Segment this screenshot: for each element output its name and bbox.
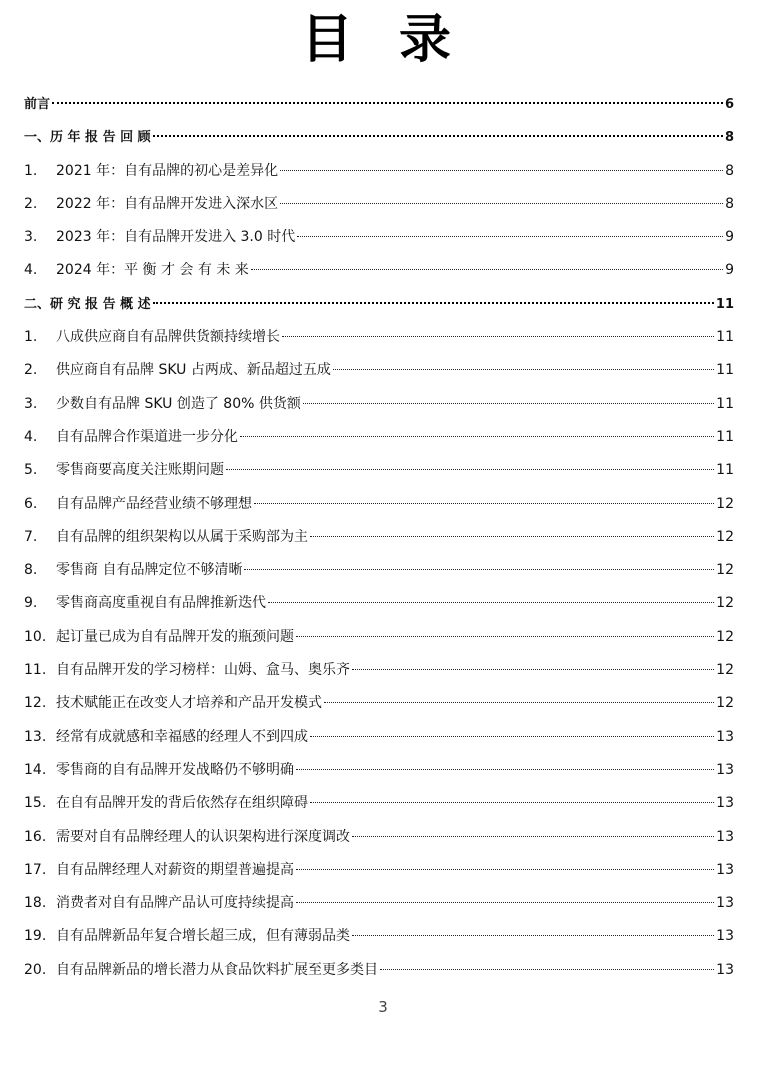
toc-entry-label: 在自有品牌开发的背后依然存在组织障碍 xyxy=(56,795,308,812)
toc-item-entry[interactable] xyxy=(24,354,734,387)
toc-entry-number: 4. xyxy=(24,428,38,445)
toc-entry-number: 12. xyxy=(24,695,47,712)
toc-entry-page: 8 xyxy=(725,195,734,212)
dot-leader xyxy=(380,969,714,970)
dot-leader xyxy=(52,102,723,104)
toc-entry-label: 自有品牌合作渠道进一步分化 xyxy=(56,428,238,445)
toc-entry-page: 13 xyxy=(716,795,734,812)
dot-leader xyxy=(324,702,714,703)
toc-entry-page: 11 xyxy=(716,329,734,346)
toc-section-entry[interactable] xyxy=(24,121,734,154)
toc-entry-number: 7. xyxy=(24,528,38,545)
toc-entry-number: 20. xyxy=(24,961,47,978)
toc-entry-label: 自有品牌的组织架构以从属于采购部为主 xyxy=(56,528,308,545)
toc-entry-number: 11. xyxy=(24,662,47,679)
dot-leader xyxy=(352,669,714,670)
toc-entry-label: 二、研 究 报 告 概 述 xyxy=(24,296,151,312)
page-number: 3 xyxy=(378,998,388,1016)
toc-entry-number: 10. xyxy=(24,628,47,645)
toc-item-entry[interactable] xyxy=(24,321,734,354)
toc-entry-number: 4. xyxy=(24,262,38,279)
toc-entry-label: 消费者对自有品牌产品认可度持续提高 xyxy=(56,895,294,912)
toc-entry-number: 6. xyxy=(24,495,38,512)
dot-leader xyxy=(251,269,723,270)
toc-item-entry[interactable] xyxy=(24,421,734,454)
toc-entry-page: 11 xyxy=(716,462,734,479)
toc-entry-label: 自有品牌经理人对薪资的期望普遍提高 xyxy=(56,861,294,878)
toc-item-entry[interactable] xyxy=(24,221,734,254)
toc-item-entry[interactable] xyxy=(24,687,734,720)
toc-entry-number: 2. xyxy=(24,195,38,212)
toc-entry-page: 12 xyxy=(716,595,734,612)
toc-entry-number: 1. xyxy=(24,329,38,346)
toc-entry-page: 13 xyxy=(716,895,734,912)
toc-entry-label: 自有品牌开发的学习榜样：山姆、盒马、奥乐齐 xyxy=(56,662,350,679)
toc-section-entry[interactable] xyxy=(24,288,734,321)
dot-leader xyxy=(310,536,714,537)
toc-entry-number: 14. xyxy=(24,761,47,778)
toc-entry-page: 13 xyxy=(716,761,734,778)
toc-entry-page: 13 xyxy=(716,861,734,878)
dot-leader xyxy=(333,369,714,370)
dot-leader xyxy=(226,469,714,470)
toc-item-entry[interactable] xyxy=(24,621,734,654)
toc-entry-page: 12 xyxy=(716,695,734,712)
toc-entry-label: 技术赋能正在改变人才培养和产品开发模式 xyxy=(56,695,322,712)
toc-entry-label: 2024 年：平 衡 才 会 有 未 来 xyxy=(56,262,249,279)
toc-entry-label: 自有品牌产品经营业绩不够理想 xyxy=(56,495,252,512)
toc-section-entry[interactable] xyxy=(24,88,734,121)
toc-entry-label: 起订量已成为自有品牌开发的瓶颈问题 xyxy=(56,628,294,645)
dot-leader xyxy=(297,236,723,237)
toc-item-entry[interactable] xyxy=(24,654,734,687)
toc-item-entry[interactable] xyxy=(24,887,734,920)
toc-entry-page: 9 xyxy=(725,229,734,246)
toc-entry-page: 6 xyxy=(724,97,734,112)
toc-entry-number: 3. xyxy=(24,395,38,412)
table-of-contents xyxy=(24,88,734,987)
dot-leader xyxy=(303,403,714,404)
dot-leader xyxy=(296,769,714,770)
toc-entry-label: 前言 xyxy=(24,97,51,112)
toc-entry-page: 13 xyxy=(716,961,734,978)
dot-leader xyxy=(254,503,714,504)
toc-entry-label: 零售商高度重视自有品牌推新迭代 xyxy=(56,595,266,612)
toc-entry-label: 少数自有品牌 SKU 创造了 80% 供货额 xyxy=(56,395,301,412)
toc-item-entry[interactable] xyxy=(24,821,734,854)
toc-entry-page: 12 xyxy=(716,562,734,579)
toc-entry-number: 16. xyxy=(24,828,47,845)
toc-entry-label: 经常有成就感和幸福感的经理人不到四成 xyxy=(56,728,308,745)
toc-entry-page: 13 xyxy=(716,928,734,945)
dot-leader xyxy=(240,436,714,437)
toc-entry-page: 11 xyxy=(716,428,734,445)
toc-entry-label: 自有品牌新品年复合增长超三成，但有薄弱品类 xyxy=(56,928,350,945)
dot-leader xyxy=(244,569,714,570)
page-title: 目 录 xyxy=(300,10,466,70)
toc-item-entry[interactable] xyxy=(24,188,734,221)
toc-item-entry[interactable] xyxy=(24,787,734,820)
toc-entry-label: 零售商要高度关注账期问题 xyxy=(56,462,224,479)
toc-entry-number: 9. xyxy=(24,595,38,612)
toc-entry-number: 17. xyxy=(24,861,47,878)
dot-leader xyxy=(352,935,714,936)
toc-entry-number: 5. xyxy=(24,462,38,479)
toc-item-entry[interactable] xyxy=(24,854,734,887)
toc-entry-label: 2023 年：自有品牌开发进入 3.0 时代 xyxy=(56,229,296,246)
toc-entry-page: 8 xyxy=(725,162,734,179)
dot-leader xyxy=(296,869,714,870)
toc-item-entry[interactable] xyxy=(24,920,734,953)
toc-item-entry[interactable] xyxy=(24,254,734,287)
toc-entry-page: 12 xyxy=(716,628,734,645)
toc-entry-label: 需要对自有品牌经理人的认识架构进行深度调改 xyxy=(56,828,350,845)
toc-entry-label: 2021 年：自有品牌的初心是差异化 xyxy=(56,162,279,179)
toc-entry-page: 13 xyxy=(716,728,734,745)
toc-entry-page: 11 xyxy=(716,362,734,379)
toc-item-entry[interactable] xyxy=(24,721,734,754)
toc-entry-label: 2022 年：自有品牌开发进入深水区 xyxy=(56,195,279,212)
dot-leader xyxy=(282,336,714,337)
toc-entry-number: 1. xyxy=(24,162,38,179)
dot-leader xyxy=(153,135,723,137)
toc-item-entry[interactable] xyxy=(24,587,734,620)
toc-entry-number: 18. xyxy=(24,895,47,912)
dot-leader xyxy=(280,170,723,171)
toc-item-entry[interactable] xyxy=(24,388,734,421)
dot-leader xyxy=(268,602,714,603)
dot-leader xyxy=(310,802,714,803)
dot-leader xyxy=(352,836,714,837)
toc-entry-page: 8 xyxy=(724,130,734,146)
toc-item-entry[interactable] xyxy=(24,454,734,487)
toc-entry-number: 15. xyxy=(24,795,47,812)
dot-leader xyxy=(280,203,723,204)
toc-entry-label: 供应商自有品牌 SKU 占两成、新品超过五成 xyxy=(56,362,331,379)
toc-item-entry[interactable] xyxy=(24,155,734,188)
toc-entry-page: 12 xyxy=(716,662,734,679)
toc-entry-page: 11 xyxy=(716,395,734,412)
toc-item-entry[interactable] xyxy=(24,554,734,587)
toc-entry-label: 八成供应商自有品牌供货额持续增长 xyxy=(56,329,280,346)
toc-entry-label: 零售商的自有品牌开发战略仍不够明确 xyxy=(56,761,294,778)
toc-item-entry[interactable] xyxy=(24,488,734,521)
toc-entry-number: 13. xyxy=(24,728,47,745)
toc-entry-page: 11 xyxy=(715,296,734,312)
toc-entry-number: 8. xyxy=(24,562,38,579)
toc-entry-number: 3. xyxy=(24,229,38,246)
toc-entry-page: 12 xyxy=(716,528,734,545)
dot-leader xyxy=(310,736,714,737)
toc-entry-number: 2. xyxy=(24,362,38,379)
toc-item-entry[interactable] xyxy=(24,954,734,987)
dot-leader xyxy=(296,902,714,903)
toc-item-entry[interactable] xyxy=(24,754,734,787)
toc-entry-page: 12 xyxy=(716,495,734,512)
dot-leader xyxy=(296,636,714,637)
toc-entry-page: 13 xyxy=(716,828,734,845)
toc-entry-label: 自有品牌新品的增长潜力从食品饮料扩展至更多类目 xyxy=(56,961,378,978)
toc-entry-label: 零售商 自有品牌定位不够清晰 xyxy=(56,562,243,579)
toc-entry-number: 19. xyxy=(24,928,47,945)
toc-entry-label: 一、历 年 报 告 回 顾 xyxy=(24,130,151,146)
dot-leader xyxy=(153,302,714,304)
toc-item-entry[interactable] xyxy=(24,521,734,554)
toc-entry-page: 9 xyxy=(725,262,734,279)
